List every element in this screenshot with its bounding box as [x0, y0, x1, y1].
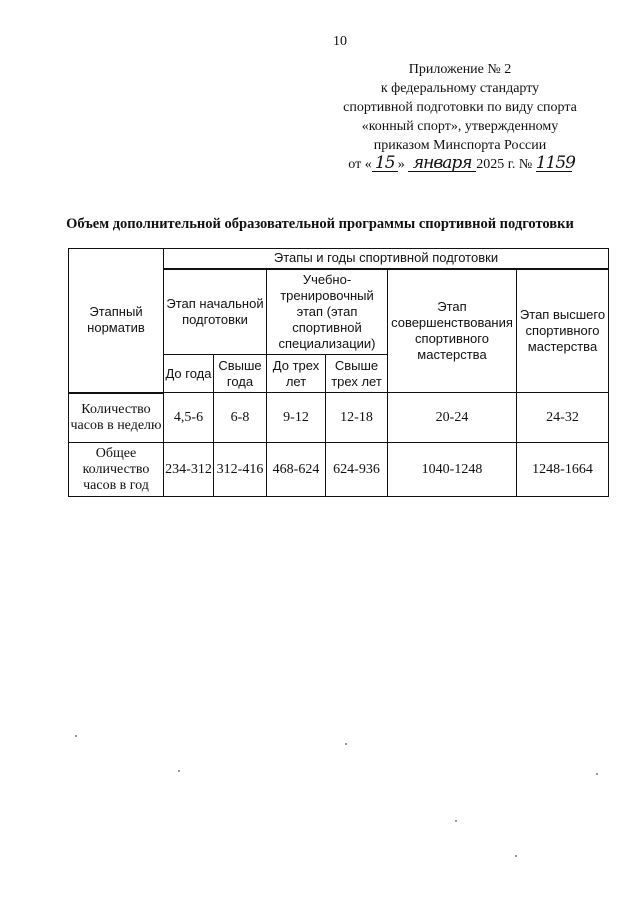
page-number: 10 [333, 34, 347, 49]
scan-speck [345, 743, 347, 745]
appendix-line-1: Приложение № 2 [408, 62, 512, 77]
appendix-line-2: к федеральному стандарту [380, 81, 540, 96]
table-row [69, 393, 609, 443]
scan-speck [596, 773, 598, 775]
header-stage-initial: Этап начальной подготовки [164, 269, 267, 355]
header-stage-highest: Этап высшего спортивного мастерства [517, 269, 609, 393]
table-cell: 24-32 [517, 393, 609, 443]
table-cell: 20-24 [388, 393, 517, 443]
header-normative: Этапный норматив [69, 249, 164, 393]
appendix-line-4: «конный спорт», утвержденному [361, 119, 559, 134]
scan-speck [455, 820, 457, 822]
table-cell: 4,5-6 [164, 393, 214, 443]
table-cell: 234-312 [164, 443, 214, 497]
header-stage-perfection: Этап совершенствования спортивного мастерства [388, 269, 517, 393]
header-stage-training: Учебно-тренировочный этап (этап спортивной специализации) [267, 269, 388, 355]
scan-speck [515, 855, 517, 857]
date-year: 2025 г. № [476, 157, 533, 172]
table-cell: 1040-1248 [388, 443, 517, 497]
date-separator: » [397, 157, 405, 172]
training-volume-table [68, 248, 609, 497]
subheader-training-over-three: Свыше трех лет [326, 355, 388, 393]
table-cell: 468-624 [267, 443, 326, 497]
table-cell: 12-18 [326, 393, 388, 443]
document-title: Объем дополнительной образовательной программы спортивной подготовки [66, 216, 574, 232]
table-cell: 624-936 [326, 443, 388, 497]
row-label-hours-week: Количество часов в неделю [69, 393, 164, 443]
handwritten-day: 15 [372, 156, 398, 172]
handwritten-month: января [408, 156, 476, 172]
handwritten-order-number: 1159 [535, 153, 575, 173]
table-cell: 1248-1664 [517, 443, 609, 497]
appendix-line-3: спортивной подготовки по виду спорта [343, 100, 577, 115]
date-prefix: от « [348, 157, 372, 172]
appendix-header [340, 60, 580, 174]
subheader-initial-up-to-year: До года [164, 355, 214, 393]
table-cell: 6-8 [214, 393, 267, 443]
row-label-hours-year: Общее количество часов в год [69, 443, 164, 497]
table-cell: 312-416 [214, 443, 267, 497]
appendix-line-5: приказом Минспорта России [373, 138, 547, 153]
subheader-training-up-to-three: До трех лет [267, 355, 326, 393]
subheader-initial-over-year: Свыше года [214, 355, 267, 393]
table-row [69, 443, 609, 497]
scan-speck [75, 735, 77, 737]
order-date-line [340, 155, 580, 174]
header-stages-group: Этапы и годы спортивной подготовки [164, 249, 609, 269]
scan-speck [178, 770, 180, 772]
table-cell: 9-12 [267, 393, 326, 443]
